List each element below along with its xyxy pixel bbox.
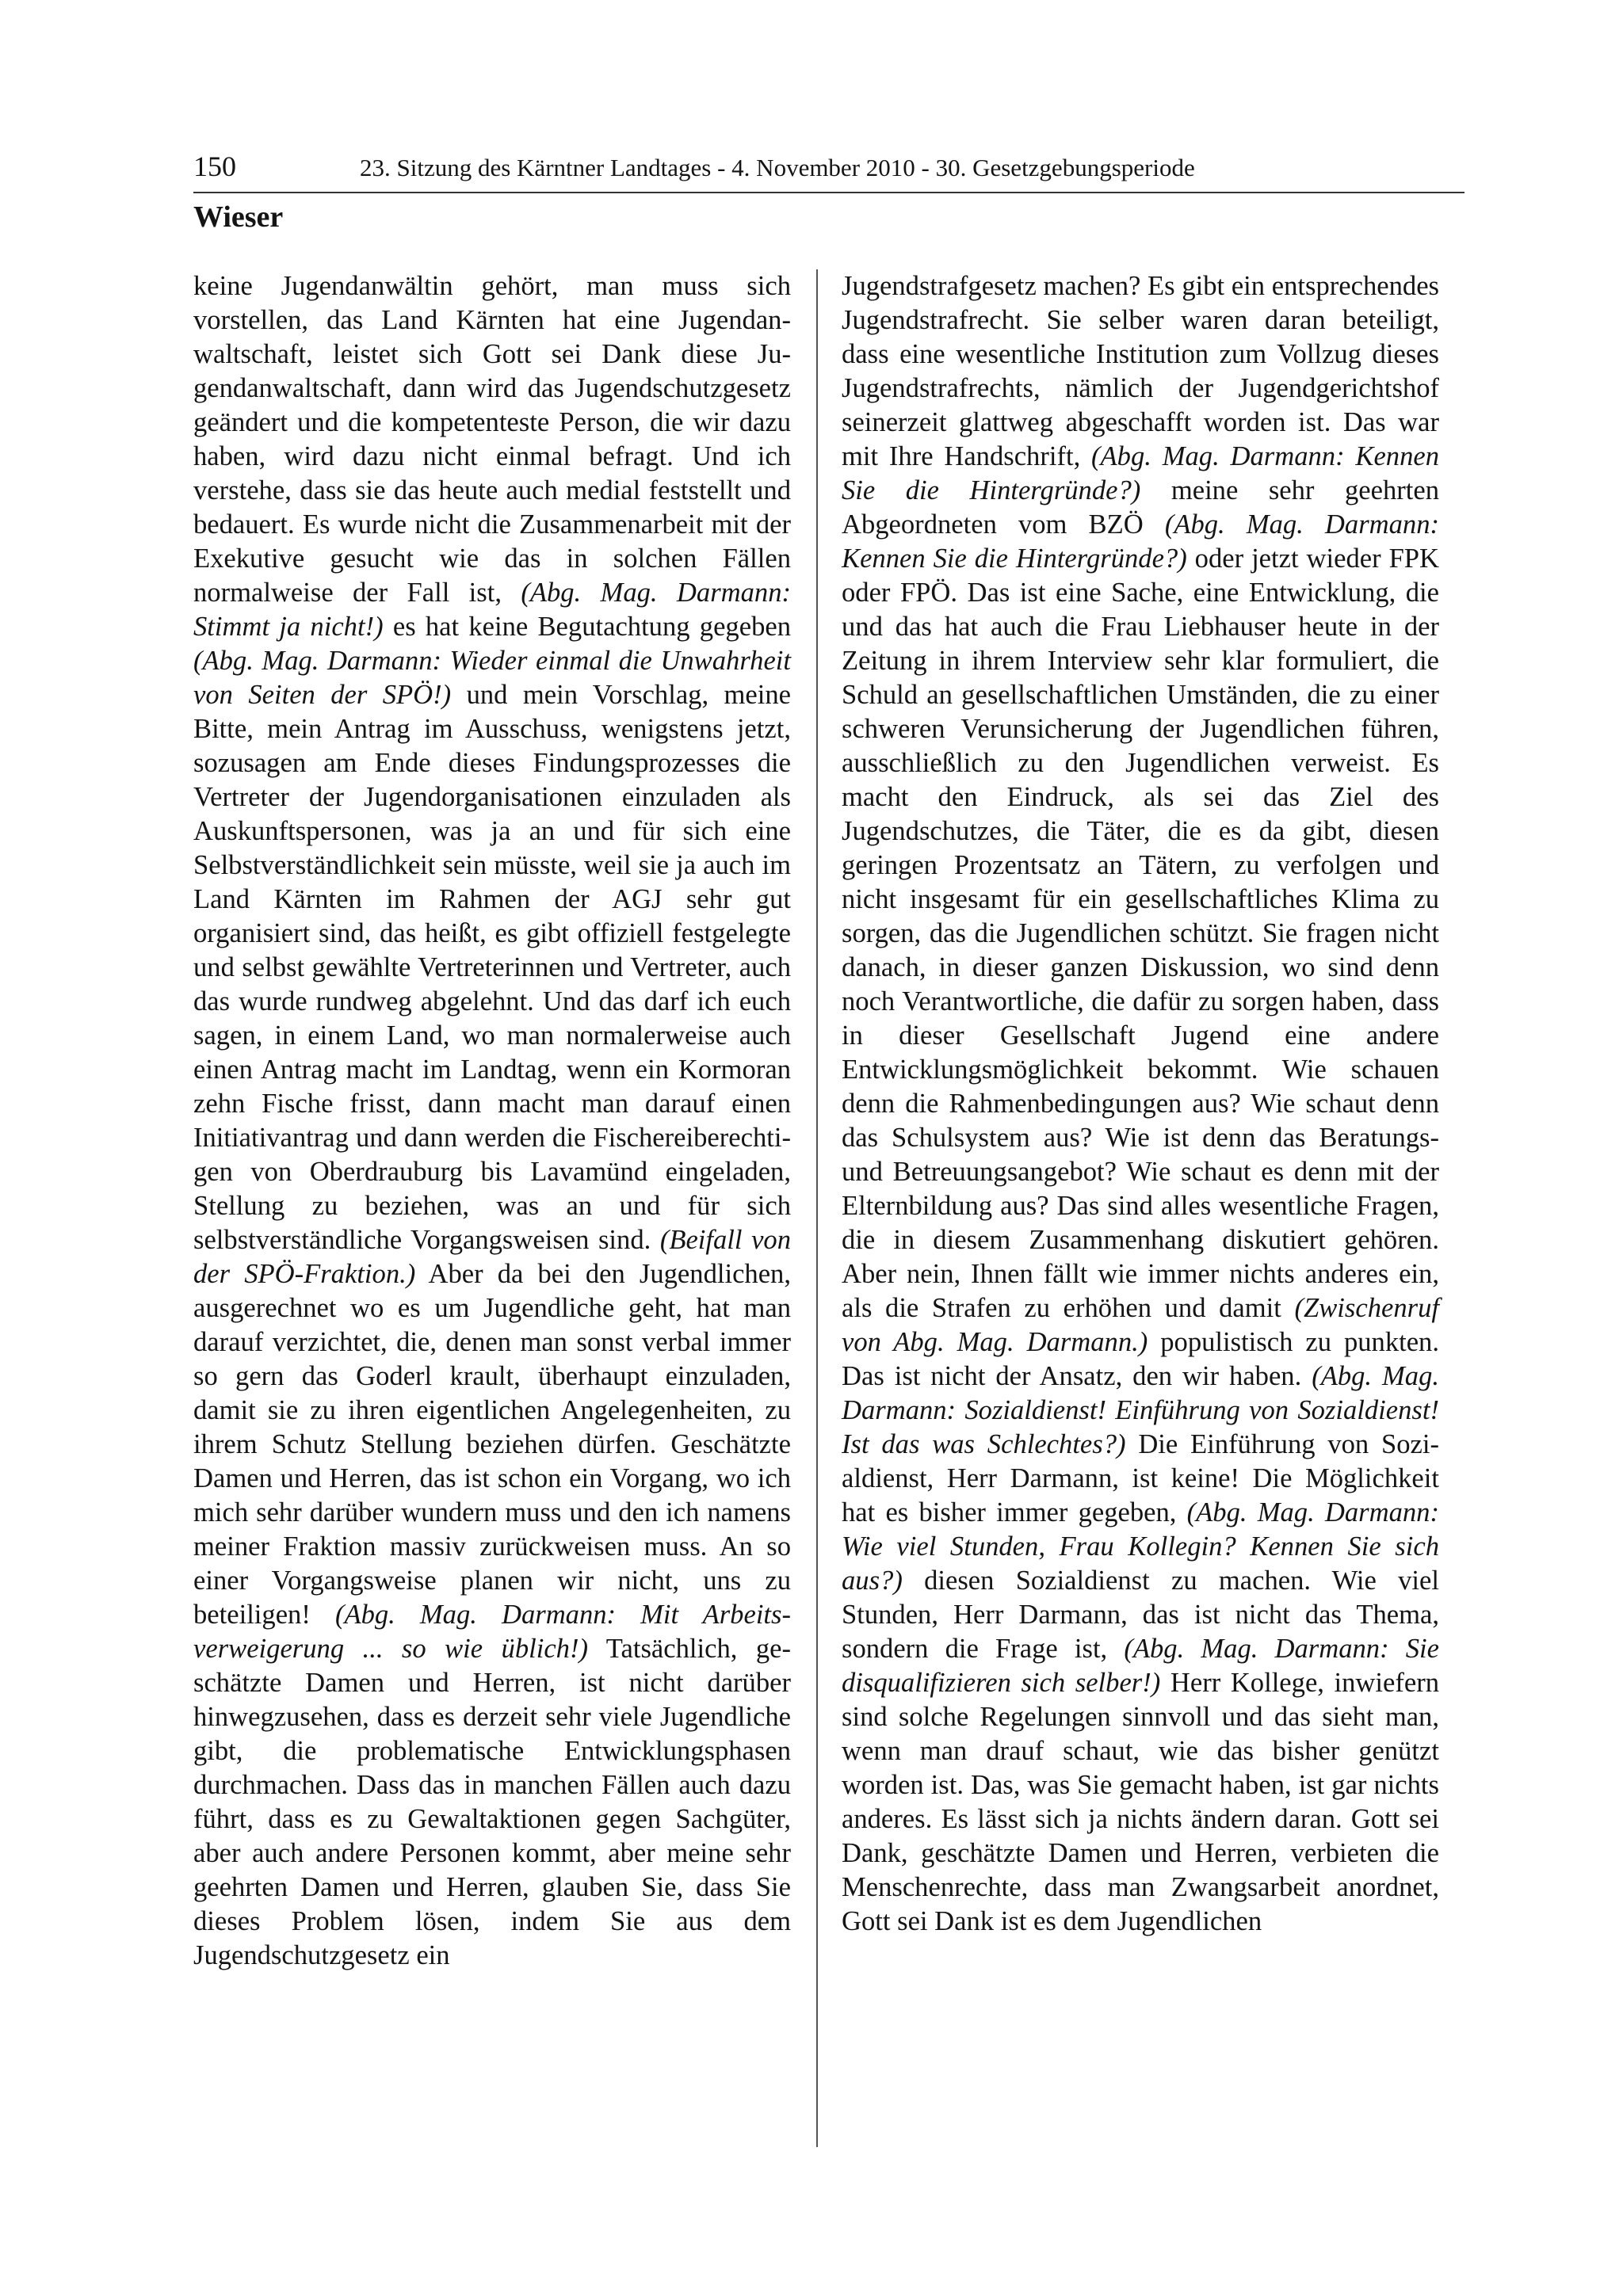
speech-text: keine Jugendanwältin gehört, man muss sich vorstellen, das Land Kärnten hat eine Jugendanwaltschaft, leistet sich Gott sei Dank diese Jugendanwaltschaft, dann wird das Jugendschutzgesetz geändert und die kompetenteste Person, die wir dazu haben, wird dazu nicht einmal befragt. Und ich verstehe, dass sie das heute auch medial feststellt und bedauert. Es wurde nicht die Zusammenarbeit mit der Exekutive gesucht wie das in solchen Fällen normalweise der Fall ist, [193,271,791,608]
interjection: (Abg. Mag. Darmann: Wie viel Stunden, Frau Kollegin? Kennen Sie sich aus?) [842,1497,1439,1596]
right-text-column [842,269,1439,1939]
interjection: (Abg. Mag. Darmann: Mit Arbeitsverweigerung ... so wie üblich!) [193,1600,792,1664]
speech-text: diesen Sozialdienst zu machen. Wie viel Stunden, Herr Darmann, das ist nicht das Thema, sondern die Frage ist, [842,1566,1439,1664]
speech-text: Herr Kollege, inwiefern sind solche Regelungen sinnvoll und das sieht man, wenn man drauf schaut, wie das bisher genützt worden ist. Das, was Sie gemacht haben, ist gar nichts anderes. Es lässt sich ja nichts ändern daran. Gott sei Dank, geschätzte Damen und Herren, verbieten die Menschenrechte, dass man Zwangsarbeit anordnet, Gott sei Dank ist es dem Jugendlichen [842,1668,1440,1936]
interjection: (Abg. Mag. Darmann: Sozialdienst! Einführung von Sozialdienst! Ist das was Schlechtes?) [842,1361,1440,1459]
interjection: (Abg. Mag. Darmann: Sie disqualifizieren sich selber!) [842,1634,1439,1698]
header-rule [193,192,1465,193]
running-header-title: 23. Sitzung des Kärntner Landtages - 4. November 2010 - 30. Gesetzgebungsperiode [360,154,1195,181]
page-header [193,147,1465,203]
applause-note: (Beifall von der SPÖ-Fraktion.) [193,1225,791,1289]
speech-text: meine sehr geehrten Abgeordneten vom BZÖ [842,475,1439,540]
interjection: (Abg. Mag. Darmann: Kennen Sie die Hintergründe?) [842,441,1440,505]
interjection: (Zwischenruf von Abg. Mag. Darmann.) [842,1293,1439,1357]
column-divider [816,269,818,2147]
interjection: (Abg. Mag. Darmann: Kennen Sie die Hintergründe?) [842,509,1439,574]
speaker-name: Wieser [193,200,284,234]
speech-text: populistisch zu punkten. Das ist nicht der Ansatz, den wir haben. [842,1327,1439,1391]
interjection: (Abg. Mag. Darmann: Wieder einmal die Unwahrheit von Seiten der SPÖ!) [193,646,791,710]
speech-text: Aber da bei den Jugendlichen, ausgerechnet wo es um Jugendliche geht, hat man darauf verzichtet, die, denen man sonst verbal immer so gern das Goderl krault, überhaupt einzuladen, damit sie zu ihren eigentlichen Angelegenheiten, zu ihrem Schutz Stellung beziehen dürfen. Geschätzte Damen und Herren, das ist schon ein Vorgang, wo ich mich sehr darüber wundern muss und den ich namens meiner Fraktion massiv zurückweisen muss. An so einer Vorgangsweise planen wir nicht, uns zu beteiligen! [193,1259,791,1630]
speech-text: Die Einführung von Sozialdienst, Herr Darmann, ist keine! Die Möglichkeit hat es bisher immer gegeben, [842,1429,1439,1527]
speech-text: Jugendstrafgesetz machen? Es gibt ein entsprechendes Jugendstrafrecht. Sie selber waren daran beteiligt, dass eine wesentliche Institution zum Vollzug dieses Jugendstrafrechts, nämlich der Jugendgerichtshof seinerzeit glattweg abgeschafft worden ist. Das war mit Ihre Handschrift, [842,271,1439,471]
speech-text: oder jetzt wieder FPK oder FPÖ. Das ist eine Sache, eine Entwicklung, die und das hat auch die Frau Liebhauser heute in der Zeitung in ihrem Interview sehr klar formuliert, die Schuld an gesellschaftlichen Umständen, die zu einer schweren Verunsicherung der Jugendlichen führen, ausschließlich zu den Jugendlichen verweist. Es macht den Eindruck, als sei das Ziel des Jugendschutzes, die Täter, die es da gibt, diesen geringen Prozentsatz an Tätern, zu verfolgen und nicht insgesamt für ein gesellschaftliches Klima zu sorgen, das die Jugendlichen schützt. Sie fragen nicht danach, in dieser ganzen Diskussion, wo sind denn noch Verantwortliche, die dafür zu sorgen haben, dass in dieser Gesellschaft Jugend eine andere Entwicklungsmöglichkeit bekommt. Wie schauen denn die Rahmenbedingungen aus? Wie schaut denn das Schulsystem aus? Wie ist denn das Beratungs- und Betreuungsangebot? Wie schaut es denn mit der Elternbildung aus? Das sind alles wesentliche Fragen, die in diesem Zusammenhang diskutiert gehören. Aber nein, Ihnen fällt wie immer nichts anderes ein, als die Strafen zu erhöhen und damit [842,543,1440,1323]
speech-text: Tatsächlich, geschätzte Damen und Herren, ist nicht darüber hinwegzusehen, dass es derzeit sehr viele Jugendliche gibt, die problematische Entwicklungsphasen durchmachen. Dass das in manchen Fällen auch dazu führt, dass es zu Gewaltaktionen gegen Sachgüter, aber auch andere Personen kommt, aber meine sehr geehrten Damen und Herren, glauben Sie, dass Sie dieses Problem lösen, indem Sie aus dem Jugendschutzgesetz ein [193,1634,791,1970]
page-number: 150 [193,151,236,182]
speech-text: es hat keine Begutachtung gegeben [383,612,791,642]
interjection: (Abg. Mag. Darmann: Stimmt ja nicht!) [193,578,791,642]
left-text-column [193,269,791,1973]
speech-text: und mein Vorschlag, meine Bitte, mein Antrag im Ausschuss, wenigstens jetzt, sozusagen am Ende dieses Findungsprozesses die Vertreter der Jugendorganisationen einzuladen als Auskunftspersonen, was ja an und für sich eine Selbstverständlichkeit sein müsste, weil sie ja auch im Land Kärnten im Rahmen der AGJ sehr gut organisiert sind, das heißt, es gibt offiziell festgelegte und selbst gewählte Vertreterinnen und Vertreter, auch das wurde rundweg abgelehnt. Und das darf ich euch sagen, in einem Land, wo man normalerweise auch einen Antrag macht im Landtag, wenn ein Kormoran zehn Fische frisst, dann macht man darauf einen Initiativantrag und dann werden die Fischereiberechtigen von Oberdrauburg bis Lavamünd eingeladen, Stellung zu beziehen, was an und für sich selbstverständliche Vorgangsweisen sind. [193,680,791,1255]
